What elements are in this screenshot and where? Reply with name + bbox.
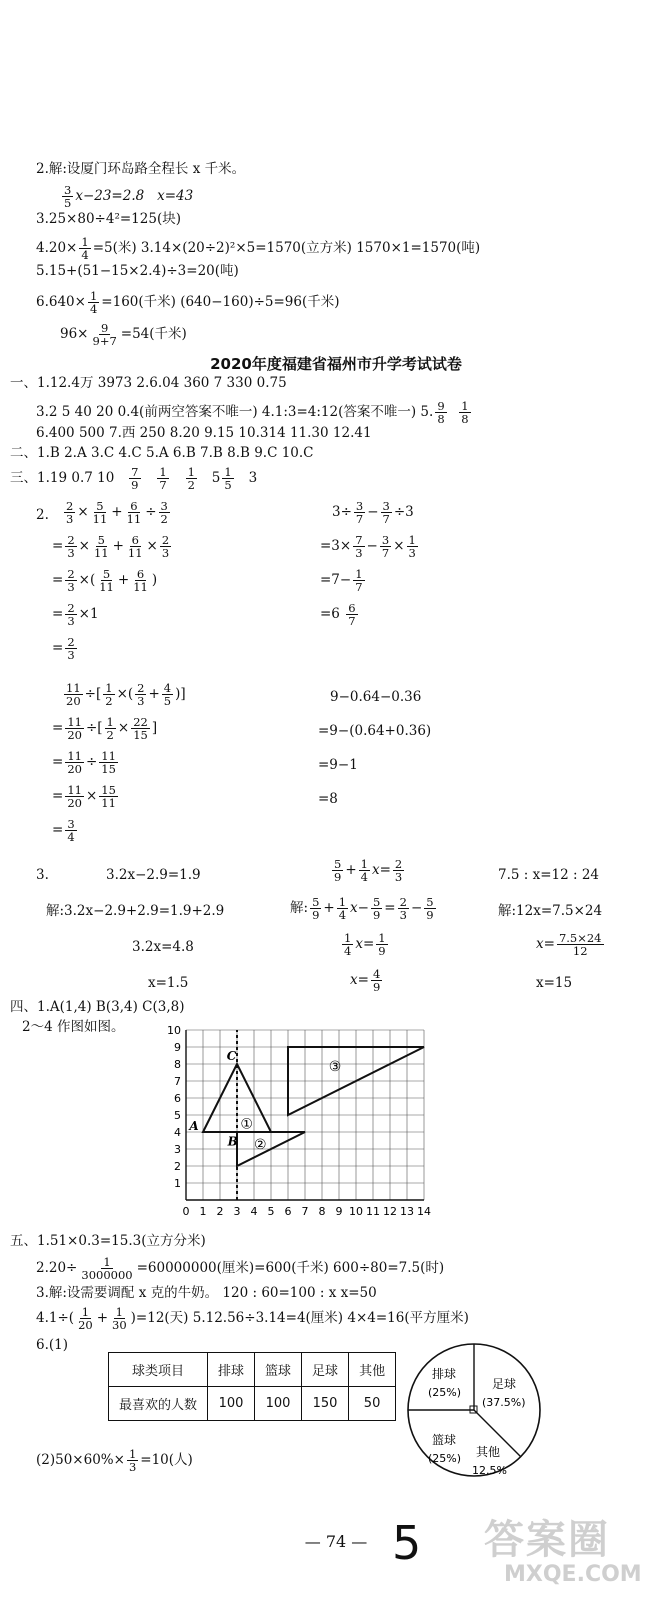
table-cell: 球类项目	[109, 1353, 208, 1387]
calc-a4: = $\frac{2}{3}$ ×1	[52, 601, 99, 628]
sports-table	[108, 1352, 396, 1421]
calc-a3: = $\frac{2}{3}$ ×( $\frac{5}{11}$ + $\frac{6}{11}$ )	[52, 567, 158, 594]
calc-a5: = $\frac{2}{3}$	[52, 635, 75, 662]
sec4-line1: 四、1.A(1,4) B(3,4) C(3,8)	[10, 999, 185, 1015]
calc-a2: = $\frac{2}{3}$ × $\frac{5}{11}$ + $\frac{6}{11}$ × $\frac{2}{3}$	[52, 533, 170, 560]
sec5-line2: 2.20÷ $\frac{1}{3000000}$ =60000000(厘米)=600(千米) 600÷80=7.5(时)	[36, 1255, 445, 1282]
sec5-line6: 6.(1)	[36, 1337, 69, 1353]
y-tick-label: 4	[174, 1126, 181, 1139]
y-tick-label: 5	[174, 1109, 181, 1122]
watermark-url: MXQE.COM	[504, 1562, 642, 1587]
watermark-logo: 答案圈	[484, 1517, 610, 1563]
x-tick-label: 5	[267, 1205, 275, 1218]
eq-a1: 3.2x−2.9=1.9	[106, 867, 201, 883]
calc-b3: = $\frac{11}{20}$ ÷ $\frac{11}{15}$	[52, 749, 116, 776]
sec5-line1: 五、1.51×0.3=15.3(立方分米)	[10, 1233, 206, 1249]
calc-d2: =9−(0.64+0.36)	[318, 723, 432, 739]
sec3-line1: 三、1.19 0.7 10 $\frac{7}{9}$ $\frac{1}{7}$ $\frac{1}{2}$ 5 $\frac{1}{5}$ 3	[10, 465, 258, 492]
x-tick-label: 4	[250, 1205, 258, 1218]
x-tick-label: 2	[216, 1205, 224, 1218]
sec3-label-2: 2.	[36, 507, 49, 523]
table-cell: 50	[349, 1387, 396, 1421]
x-tick-label: 10	[349, 1205, 363, 1218]
x-tick-label: 11	[366, 1205, 380, 1218]
pie-chart	[404, 1340, 544, 1480]
calc-b5: = $\frac{3}{4}$	[52, 817, 75, 844]
sec1-line1: 一、1.12.4万 3973 2.6.04 360 7 330 0.75	[10, 375, 287, 391]
table-cell: 足球	[302, 1353, 349, 1387]
y-tick-label: 1	[174, 1177, 181, 1190]
q3-line: 3.25×80÷4²=125(块)	[36, 211, 181, 227]
sec3-label-3: 3.	[36, 867, 49, 883]
fraction: $\frac{3}{5}$	[64, 183, 72, 210]
x-tick-label: 12	[383, 1205, 397, 1218]
pie-pct-other: 12.5%	[472, 1464, 507, 1477]
table-row	[109, 1387, 396, 1421]
eq-b1: $\frac{5}{9}$ + $\frac{1}{4}$ x= $\frac{2}{3}$	[334, 857, 403, 884]
x-tick-label: 9	[335, 1205, 343, 1218]
eq-c1: 7.5 : x=12 : 24	[498, 867, 600, 883]
eq-a4: x=1.5	[148, 975, 189, 991]
eq-b4: x= $\frac{4}{9}$	[350, 967, 381, 994]
calc-b4: = $\frac{11}{20}$ × $\frac{15}{11}$	[52, 783, 116, 810]
sec2-line: 二、1.B 2.A 3.C 4.C 5.A 6.B 7.B 8.B 9.C 10.C	[10, 445, 314, 461]
coordinate-grid	[160, 1020, 460, 1230]
point-c-label: C	[226, 1049, 237, 1063]
table-cell: 最喜欢的人数	[109, 1387, 208, 1421]
x-tick-label: 3	[233, 1205, 241, 1218]
q5-line: 5.15+(51−15×2.4)÷3=20(吨)	[36, 263, 239, 279]
handwritten-mark: 5	[392, 1516, 422, 1570]
calc-c2: =3× $\frac{7}{3}$ − $\frac{3}{7}$ × $\frac{1}{3}$	[320, 533, 416, 560]
table-cell: 100	[255, 1387, 302, 1421]
y-tick-label: 7	[174, 1075, 181, 1088]
exam-title: 2020年度福建省福州市升学考试试卷	[210, 355, 462, 373]
eq-b2: 解: $\frac{5}{9}$ + $\frac{1}{4}$ x− $\frac{5}{9}$ = $\frac{2}{3}$ − $\frac{5}{9}$	[290, 895, 434, 922]
sec4-line2: 2～4 作图如图。	[22, 1019, 125, 1035]
label-circle-2: ②	[254, 1137, 267, 1153]
pie-pct-volleyball: (25%)	[428, 1386, 462, 1399]
eq-a3: 3.2x=4.8	[132, 939, 194, 955]
sec5-line3: 3.解:设需要调配 x 克的牛奶。 120 : 60=100 : x x=50	[36, 1285, 377, 1301]
sec5-line4: 4.1÷( $\frac{1}{20}$ + $\frac{1}{30}$ )=12(天) 5.12.56÷3.14=4(厘米) 4×4=16(平方厘米)	[36, 1305, 469, 1332]
pie-pct-football: (37.5%)	[482, 1396, 526, 1409]
y-tick-label: 2	[174, 1160, 181, 1173]
point-b-label: B	[227, 1134, 238, 1149]
sec5-line7: (2)50×60%× $\frac{1}{3}$ =10(人)	[36, 1447, 193, 1474]
calc-b1: $\frac{11}{20}$ ÷[ $\frac{1}{2}$ ×( $\frac{2}{3}$ + $\frac{4}{5}$ )]	[66, 681, 186, 708]
table-cell: 100	[208, 1387, 255, 1421]
calc-d4: =8	[318, 791, 338, 807]
y-tick-label: 6	[174, 1092, 181, 1105]
y-tick-label: 8	[174, 1058, 181, 1071]
eq-b3: $\frac{1}{4}$ x= $\frac{1}{9}$	[344, 931, 386, 958]
calc-c3: =7− $\frac{1}{7}$	[320, 567, 363, 594]
x-tick-label: 0	[182, 1205, 190, 1218]
eq-c4: x=15	[536, 975, 573, 991]
sec1-line3: 6.400 500 7.西 250 8.20 9.15 10.314 11.30 12.41	[36, 425, 372, 441]
q2-equation: $\frac{3}{5}$ x−23=2.8 x=43	[64, 183, 194, 210]
table-cell: 排球	[208, 1353, 255, 1387]
q6-line-2: 96× $\frac{9}{9+7}$ =54(千米)	[60, 321, 187, 348]
calc-d1: 9−0.64−0.36	[330, 689, 422, 705]
table-cell: 150	[302, 1387, 349, 1421]
calc-b2: = $\frac{11}{20}$ ÷[ $\frac{1}{2}$ × $\frac{22}{15}$ ]	[52, 715, 158, 742]
eq-c2: 解:12x=7.5×24	[498, 903, 603, 919]
x-tick-label: 6	[284, 1205, 292, 1218]
label-circle-1: ①	[240, 1116, 253, 1133]
page-number: — 74 —	[304, 1532, 368, 1551]
pie-label-other: 其他	[476, 1445, 501, 1459]
point-a-label: A	[189, 1119, 199, 1133]
pie-pct-basketball: (25%)	[428, 1452, 462, 1465]
y-tick-label: 9	[174, 1041, 181, 1054]
sec1-line2: 3.2 5 40 20 0.4(前两空答案不唯一) 4.1:3=4:12(答案不唯一) 5. $\frac{9}{8}$ $\frac{1}{8}$	[36, 399, 469, 426]
pie-label-football: 足球	[492, 1377, 517, 1391]
x-tick-label: 1	[199, 1205, 207, 1218]
pie-label-volleyball: 排球	[432, 1367, 457, 1381]
x-tick-label: 14	[417, 1205, 431, 1218]
calc-c1: 3÷ $\frac{3}{7}$ − $\frac{3}{7}$ ÷3	[332, 499, 414, 526]
x-tick-label: 8	[318, 1205, 326, 1218]
table-cell: 其他	[349, 1353, 396, 1387]
calc-c4: =6 $\frac{6}{7}$	[320, 601, 356, 628]
table-cell: 篮球	[255, 1353, 302, 1387]
q6-line: 6.640× $\frac{1}{4}$ =160(千米) (640−160)÷5=96(千米)	[36, 289, 340, 316]
y-tick-label: 10	[167, 1024, 181, 1037]
label-circle-3: ③	[328, 1058, 342, 1075]
q4-line: 4.20× $\frac{1}{4}$ =5(米) 3.14×(20÷2)²×5=1570(立方米) 1570×1=1570(吨)	[36, 235, 481, 262]
calc-d3: =9−1	[318, 757, 358, 773]
eq-a2: 解:3.2x−2.9+2.9=1.9+2.9	[46, 903, 225, 919]
calc-a1: $\frac{2}{3}$ × $\frac{5}{11}$ + $\frac{6}{11}$ ÷ $\frac{3}{2}$	[66, 499, 168, 526]
pie-label-basketball: 篮球	[432, 1433, 457, 1447]
x-tick-label: 13	[400, 1205, 414, 1218]
q2-line: 2.解:设厦门环岛路全程长 x 千米。	[36, 161, 246, 177]
eq-c3: x= $\frac{7.5\times 24}{12}$	[536, 931, 602, 958]
table-row	[109, 1353, 396, 1387]
y-tick-label: 3	[174, 1143, 181, 1156]
x-tick-label: 7	[301, 1205, 309, 1218]
